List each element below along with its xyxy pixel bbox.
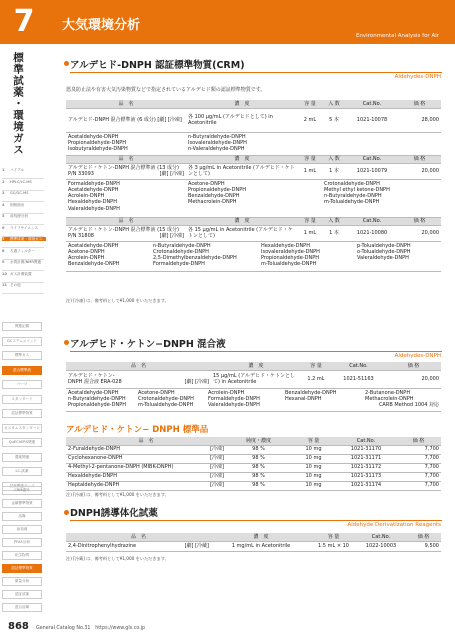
sidebar-link[interactable]: GCステムメソッド (2, 337, 42, 346)
table-header: 品 名 濃 度 容 量 入 数 Cat.No. 価 格 (66, 217, 441, 225)
sidebar-link[interactable]: 溶媒 (2, 512, 42, 521)
section2-subtitle: Aldehydes-DNPH (394, 353, 441, 359)
chapter-number: 7 (0, 0, 48, 44)
page-number: 868 (8, 621, 29, 632)
table-row: Acetaldehyde-DNPH n-Butyraldehyde-DNPH Propionaldehyde-DNPH Acetone-DNPH Crotonaldehyde-DNPH m-Tolualdehyde-DNPH Acrolein-DNPH Formaldehyde-DNPH Valeraldehyde-DNPH Benzaldehyde-DNPH Hexanal-DNPH 2-Butanone-DNPH Methacrolein-DNPH CARB Method 1004 対応 (66, 388, 441, 411)
sidebar-item-5[interactable]: 5 前処理分析 (2, 214, 28, 218)
sidebar-item-7[interactable]: 7 標準試薬・環境ガス (2, 237, 46, 241)
sidebar-link[interactable]: CRM番号 (2, 486, 42, 495)
sidebar-link[interactable]: 金属標準物質 (2, 499, 42, 508)
section-divider (70, 520, 442, 521)
sidebar-item-6[interactable]: 6 ライフサイエンス (2, 225, 39, 230)
table-header: 品 名 濃 度 容 量 入 数 Cat.No. 価 格 (66, 100, 441, 108)
chapter-vertical-title: 標準試薬・環境ガス (12, 52, 24, 156)
sidebar-item-11[interactable]: 11 その他 (2, 283, 21, 287)
table-row: アルデヒド・ケトン-DNPH 混合標準液 (15 成分) P/N 31808 [劇] [冷凍] 各 15 μg/mL in Acetonitrile (アルデヒド・ケトンとして) 1 mL 1 本 1021-10080 20,000 (68, 226, 439, 239)
section2-note: 注) [冷凍] は、備考料として¥1,000 をいただきます。 (66, 492, 169, 497)
sidebar-item-9[interactable]: 9 水質計測/NMR関連 (2, 260, 42, 264)
table-row: アルデヒド・ケトン-DNPH 混合標準液 (13 成分) P/N 33093 [劇] [冷凍] 各 3 μg/mL in Acetonitrile (アルデヒド・ケトンとして) 1 mL 1 本 1021-10079 20,000 (68, 164, 439, 177)
section3-title: DNPH誘導体化試薬 (70, 508, 158, 519)
sidebar-item-2[interactable]: 2 HPLC/LC-MS (2, 179, 32, 184)
sidebar-link[interactable]: PFAS分析 (2, 538, 42, 547)
section2-subhead: アルデヒド・ケトン− DNPH 標準品 (66, 425, 209, 435)
section3-table (66, 533, 441, 552)
sidebar-item-3[interactable]: 3 GC/GC-MS (2, 191, 29, 195)
sidebar-item-8[interactable]: 8 ろ過フィルター (2, 248, 35, 253)
section-bullet-icon (64, 510, 69, 515)
sidebar-link[interactable]: スタンダード (2, 395, 42, 404)
page-title: 大気環境分析 (62, 18, 141, 33)
footer-text: General Catalog No.31 https://www.gls.co.jp (36, 626, 146, 631)
table-header: 品 名 濃 度 容 量 Cat.No. 価 格 (66, 362, 441, 370)
sidebar-link[interactable]: カスタムスタンダード (2, 424, 42, 433)
sidebar-link[interactable]: LC-試薬 (2, 467, 42, 476)
table-row: Heptaldehyde-DNPH [冷凍] 98 % 10 mg 1021-31174 7,700 (68, 482, 439, 489)
table-row: アルデヒド-DNPH 混合標準液 (6 成分) [劇] [冷凍] 各 100 μg/mL (アルデヒドとして) in Acetonitrile 2 mL 5 本 1021-10078 28,000 (66, 108, 441, 132)
section-divider (70, 72, 442, 73)
section2-standards-table (66, 437, 441, 491)
sidebar-link[interactable]: 認証標準物質 (2, 564, 42, 573)
sidebar-link[interactable]: 農薬関連 (2, 453, 42, 462)
sidebar-link[interactable]: 微量分析 (2, 577, 42, 586)
sidebar-link[interactable]: QuEChERS関連 (2, 438, 42, 447)
sidebar-item-1[interactable]: 1 バイアル (2, 168, 25, 172)
table-row: 2,4-Dinitrophenylhydrazine [劇] [冷蔵] 1 mg/mL in Acetonitrile 1.5 mL × 10 1022-10003 9,500 (66, 541, 441, 551)
section1-subtitle: Aldehydes-DNPH (394, 74, 441, 80)
page-english-title: Environmental Analysis for Air (355, 33, 439, 39)
section1-description: 悪臭防止法や有害大気汚染物質などで指定されているアルデヒド類の認証標準物質です。 (66, 87, 266, 93)
section-bullet-icon (64, 61, 69, 66)
sidebar-link[interactable]: 混合標準液 (2, 366, 42, 375)
sidebar-link[interactable]: 添加剤 (2, 525, 42, 534)
sidebar-link[interactable]: 化学物質 (2, 551, 42, 560)
table-header: 品 名 濃 度 容 量 入 数 Cat.No. 価 格 (66, 155, 441, 163)
section2-table (66, 362, 441, 412)
table-row: Cyclohexanone-DNPH [冷凍] 98 % 10 mg 1021-31171 7,700 (68, 455, 439, 462)
sidebar-link[interactable]: 認証試薬 (2, 590, 42, 599)
section2-title: アルデヒド・ケトン−DNPH 混合液 (70, 339, 226, 350)
sidebar-link[interactable]: 認証標準物質 (2, 409, 42, 418)
sidebar-separator (2, 293, 44, 294)
sidebar-link[interactable]: 標準ガス (2, 351, 42, 360)
sidebar-link[interactable]: 混合溶媒 (2, 603, 42, 612)
sidebar-link[interactable]: パーツ (2, 380, 42, 389)
table-header: 品 名 純度・濃度 容 量 Cat.No. 価 格 (66, 437, 441, 445)
table-row: 2-Furaldehyde-DNPH [冷凍] 98 % 10 mg 1021-31170 7,700 (68, 446, 439, 453)
section1-title: アルデヒド-DNPH 認証標準物質(CRM) (70, 60, 245, 71)
section3-subtitle: Aldehyde Derivatization Reagents (347, 522, 441, 528)
table-row: Acetaldehyde-DNPH Acetone-DNPH Acrolein-DNPH Benzaldehyde-DNPH n-Butyraldehyde-DNPH Crotonaldehyde-DNPH 2,5-Dimethylbenzaldehyde-DNPH Formaldehyde-DNPH Hexaldehyde-DNPH Isovaleraldehyde-DNPH Propionaldehyde-DNPH m-Tolualdehyde-DNPH p-Tolualdehyde-DNPH o-Tolualdehyde-DNPH Valeraldehyde-DNPH (66, 241, 441, 271)
sidebar-link[interactable]: 試薬関連グッズ (2, 482, 42, 491)
section1-table (66, 100, 441, 272)
section-bullet-icon (64, 340, 69, 345)
table-row: Hexaldehyde-DNPH [冷凍] 98 % 10 mg 1021-31173 7,700 (68, 473, 439, 480)
table-row: 4-Methyl-2-pentanone-DNPH (MIBK-DNPH) [冷凍] 98 % 10 mg 1021-31172 7,700 (68, 464, 439, 471)
table-row: アルデヒド・ケトン- DNPH 混合液 ERA-028 [劇] [冷凍] 15 μg/mL (アルデヒド・ケトンとして) in Acetonitrile 1.2 mL 1021-51163 20,000 (66, 370, 441, 388)
sidebar-link[interactable]: 関連記載 (2, 322, 42, 331)
sidebar-item-10[interactable]: 10 ガス計測装置 (2, 271, 32, 276)
sidebar (0, 0, 48, 644)
table-row: Acetaldehyde-DNPH Propionaldehyde-DNPH Isobutyraldehyde-DNPH n-Butyraldehyde-DNPH Isovaleraldehyde-DNPH n-Valeraldehyde-DNPH (66, 132, 441, 155)
section-divider (70, 351, 442, 352)
table-row: Formaldehyde-DNPH Acetaldehyde-DNPH Acrolein-DNPH Hexaldehyde-DNPH Valeraldehyde-DNPH Acetone-DNPH Propionaldehyde-DNPH Benzaldehyde-DNPH Methacrolein-DNPH Crotonaldehyde-DNPH Methyl ethyl ketone-DNPH n-Butyraldehyde-DNPH m-Tolualdehyde-DNPH (66, 179, 441, 217)
sidebar-item-4[interactable]: 4 固相抽出 (2, 202, 25, 207)
table-header: 品 名 濃 度 容 量 Cat.No. 価 格 (66, 533, 441, 541)
section1-note: 注) [冷凍] は、備考料として¥1,000 をいただきます。 (66, 298, 169, 303)
section3-note: 注) [冷蔵] は、備考料として¥1,000 をいただきます。 (66, 556, 169, 561)
